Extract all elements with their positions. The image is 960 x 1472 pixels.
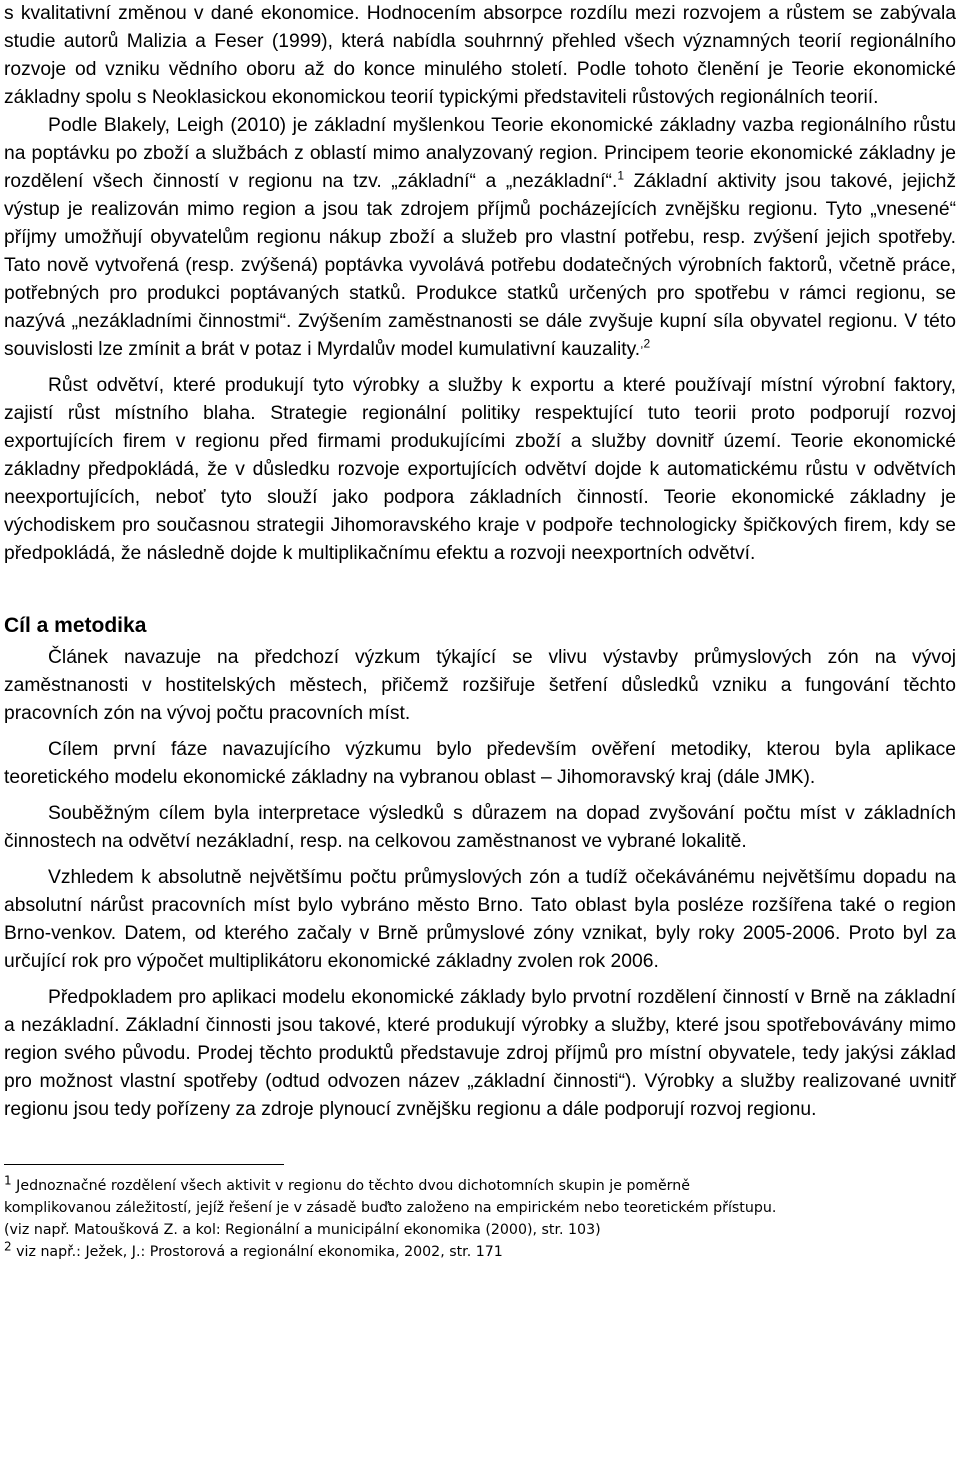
footnote-1-marker: 1 (4, 1173, 12, 1188)
paragraph-blakely-part1: Podle Blakely, Leigh (2010) je základní myšlenkou Teorie ekonomické základny vazba regionálního růstu na poptávku po zboží a službách z oblastí mimo analyzovaný region. Principem teorie ekonomické základny je rozdělení všech činností v regionu na tzv. „základní“ a „nezákladní“. (4, 115, 956, 192)
footnote-separator (4, 1164, 284, 1165)
section-heading: Cíl a metodika (4, 614, 147, 637)
footnote-1-line2: komplikovanou záležitostí, jejíž řešení je v zásadě buďto založeno na empirickém nebo teoretickém přístupu. (4, 1200, 777, 1216)
paragraph-intro: s kvalitativní změnou v dané ekonomice. Hodnocením absorpce rozdílu mezi rozvojem a růstem se zabývala studie autorů Malizia a Feser (1999), která nabídla souhrnný přehled všech významných teorií regionálního rozvoje od vzniku vědního oboru až do konce minulého století. Podle tohoto členění je Teorie ekonomické základny spolu s Neoklasickou ekonomickou teorií typickými představiteli růstových regionálních teorií. (4, 3, 956, 108)
document-page (4, 0, 956, 1263)
footnote-ref-1[interactable]: 1 (617, 168, 625, 183)
paragraph-assumption: Předpokladem pro aplikaci modelu ekonomické základy bylo prvotní rozdělení činností v Brně na základní a nezákladní. Základní činnosti jsou takové, které produkují výrobky a služby, které jsou spotřebovávány mimo region svého původu. Prodej těchto produktů představuje zdroj příjmů pro místní obyvatele, tedy jakýsi základ pro možnost vlastní spotřeby (odtud odvozen název „základní činnosti“). Výrobky a služby realizované uvnitř regionu jsou tedy pořízeny za zdroje plynoucí zvnějšku regionu a dále podporují rozvoj regionu. (4, 987, 956, 1120)
footnote-1-line3: (viz např. Matoušková Z. a kol: Regionální a municipální ekonomika (2000), str. 103) (4, 1222, 601, 1238)
paragraph-brno-selection: Vzhledem k absolutně největšímu počtu průmyslových zón a tudíž očekávánému největšímu dopadu na absolutní nárůst pracovních míst bylo vybráno město Brno. Tato oblast byla posléze rozšířena také o region Brno-venkov. Datem, od kterého začaly v Brně průmyslové zóny vznikat, byly roky 2005-2006. Proto byl za určující rok pro výpočet multiplikátoru ekonomické základny zvolen rok 2006. (4, 867, 956, 972)
paragraph-goal: Cílem první fáze navazujícího výzkumu bylo především ověření metodiky, kterou byla aplikace teoretického modelu ekonomické základny na vybranou oblast – Jihomoravský kraj (dále JMK). (4, 739, 956, 788)
paragraph-parallel-goal: Souběžným cílem byla interpretace výsledků s důrazem na dopad zvyšování počtu míst v základních činnostech na odvětví nezákladní, resp. na celkovou zaměstnanost ve vybrané lokalitě. (4, 803, 956, 852)
paragraph-article-intro: Článek navazuje na předchozí výzkum týkající se vlivu výstavby průmyslových zón na vývoj zaměstnanosti v hostitelských městech, přičemž rozšiřuje šetření důsledků vzniku a fungování těchto pracovních zón na vývoj počtu pracovních míst. (4, 647, 956, 724)
footnote-2 (4, 1241, 956, 1263)
paragraph-blakely-part2: Základní aktivity jsou takové, jejichž výstup je realizován mimo region a jsou tak zdrojem příjmů pocházejících zvnějšku regionu. Tyto „vnesené“ příjmy umožňují obyvatelům regionu nákup zboží a služeb pro vlastní potřebu, resp. zvýšení jejich spotřeby. Tato nově vytvořená (resp. zvýšená) poptávka vyvolává potřebu dodatečných výrobních faktorů, včetně práce, potřebných pro produkci poptávaných statků. Produkce statků určených pro spotřebu v rámci regionu, se nazývá „nezákladními činnostmi“. Zvýšením zaměstnanosti se dále zvyšuje kupní síla obyvatel regionu. V této souvislosti lze zmínit a brát v potaz i Myrdalův model kumulativní kauzality. (4, 171, 956, 360)
footnote-1-line1: Jednoznačné rozdělení všech aktivit v regionu do těchto dvou dichotomních skupin je poměrně (11, 1178, 690, 1194)
footnote-2-marker: 2 (4, 1239, 12, 1254)
paragraph-blakely (4, 112, 956, 364)
paragraph-export-growth: Růst odvětví, které produkují tyto výrobky a služby k exportu a které používají místní výrobní faktory, zajistí růst místního blaha. Strategie regionální politiky respektující tuto teorii proto podporují rozvoj exportujících firem v regionu před firmami produkujícími zboží a služby dovnitř území. Teorie ekonomické základny předpokládá, že v důsledku rozvoje exportujících odvětví dojde k automatickému růstu v odvětvích neexportujících, neboť tyto slouží jako podpora základních činností. Teorie ekonomické základny je východiskem pro současnou strategii Jihomoravského kraje v podpoře technologicky špičkových firem, kdy se předpokládá, že následně dojde k multiplikačnímu efektu a rozvoji neexportních odvětví. (4, 375, 956, 564)
footnote-ref-2[interactable]: ,2 (640, 336, 651, 351)
footnote-2-text: viz např.: Ježek, J.: Prostorová a regionální ekonomika, 2002, str. 171 (11, 1244, 503, 1260)
footnote-1 (4, 1175, 956, 1241)
